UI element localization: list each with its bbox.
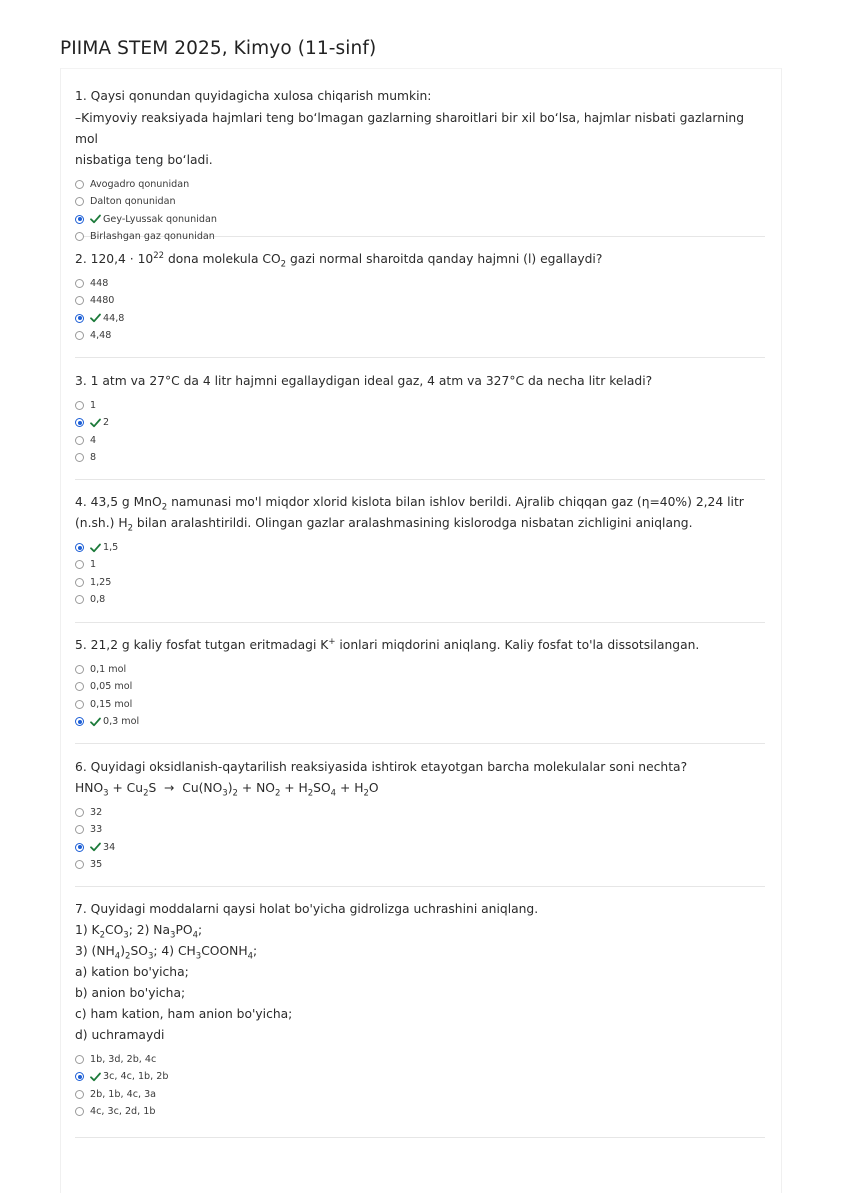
text: ionlari miqdorini aniqlang. Kaliy fosfat to'la dissotsilangan. <box>335 638 700 652</box>
radio-button[interactable] <box>75 808 84 817</box>
checkmark-icon <box>90 418 101 428</box>
option-row[interactable] <box>75 1051 765 1068</box>
subscript: 2 <box>143 788 149 799</box>
question-line: 3. 1 atm va 27°C da 4 litr hajmni egallaydigan ideal gaz, 4 atm va 327°C da necha litr keladi? <box>75 374 653 388</box>
option-row[interactable] <box>75 821 765 838</box>
radio-selected[interactable] <box>75 215 84 224</box>
option-label: 2b, 1b, 4c, 3a <box>90 1088 157 1100</box>
option-label: 44,8 <box>103 312 125 324</box>
question-line <box>75 513 765 534</box>
question-text <box>75 899 765 1046</box>
question-line: –Kimyoviy reaksiyada hajmlari teng bo‘lmagan gazlarning sharoitlari bir xil bo‘lsa, hajmlar nisbati gazlarning mol <box>75 111 745 146</box>
checkmark-icon <box>90 214 101 224</box>
options-list <box>75 804 765 873</box>
question-text <box>75 86 765 171</box>
subscript: 4 <box>192 930 198 941</box>
text: SO <box>313 781 331 795</box>
text: ; <box>253 944 258 958</box>
subscript: 3 <box>103 788 109 799</box>
text: S → Cu(NO <box>148 781 223 795</box>
option-row[interactable] <box>75 539 765 556</box>
option-label: 35 <box>90 859 103 871</box>
options-list <box>75 539 765 608</box>
options-list <box>75 176 765 245</box>
option-row[interactable] <box>75 661 765 678</box>
radio-button[interactable] <box>75 825 84 834</box>
option-label: 1,25 <box>90 576 112 588</box>
text: + H <box>336 781 364 795</box>
radio-button[interactable] <box>75 665 84 674</box>
option-row[interactable] <box>75 1086 765 1103</box>
option-label: 1b, 3d, 2b, 4c <box>90 1054 157 1066</box>
radio-selected[interactable] <box>75 1072 84 1081</box>
radio-button[interactable] <box>75 700 84 709</box>
question-text <box>75 492 765 534</box>
subscript: 4 <box>247 951 254 962</box>
option-row[interactable] <box>75 1103 765 1120</box>
question-line: nisbatiga teng bo‘ladi. <box>75 153 213 167</box>
radio-button[interactable] <box>75 331 84 340</box>
option-label: 33 <box>90 824 103 836</box>
option-label: 4,48 <box>90 330 112 342</box>
question-3 <box>75 371 765 480</box>
text: ; <box>198 923 203 937</box>
radio-selected[interactable] <box>75 543 84 552</box>
radio-button[interactable] <box>75 436 84 445</box>
text: + Cu <box>108 781 144 795</box>
option-row[interactable] <box>75 397 765 414</box>
text: ; 2) Na <box>128 923 171 937</box>
question-line: a) kation bo'yicha; <box>75 965 189 979</box>
question-5 <box>75 635 765 744</box>
text: 3) (NH <box>75 944 115 958</box>
option-label: Avogadro qonunidan <box>90 179 190 191</box>
text: gazi normal sharoitda qanday hajmni (l) egallaydi? <box>286 252 603 266</box>
option-label: 8 <box>90 452 97 464</box>
options-list <box>75 1051 765 1120</box>
radio-selected[interactable] <box>75 314 84 323</box>
option-label: 448 <box>90 278 109 290</box>
text: ; 4) CH <box>153 944 196 958</box>
subscript: 3 <box>123 930 129 941</box>
subscript: 2 <box>161 502 168 513</box>
option-row[interactable] <box>75 804 765 821</box>
radio-button[interactable] <box>75 453 84 462</box>
question-line <box>75 492 765 513</box>
text: + NO <box>237 781 275 795</box>
question-line: c) ham kation, ham anion bo'yicha; <box>75 1007 293 1021</box>
text: 4. 43,5 g MnO <box>75 495 162 509</box>
question-text <box>75 635 765 656</box>
question-line: 1. Qaysi qonundan quyidagicha xulosa chiqarish mumkin: <box>75 89 432 103</box>
text: 1) K <box>75 923 100 937</box>
radio-selected[interactable] <box>75 418 84 427</box>
option-row[interactable] <box>75 275 765 292</box>
option-label: Gey-Lyussak qonunidan <box>103 213 217 225</box>
superscript: 22 <box>153 250 165 261</box>
option-label: Birlashgan gaz qonunidan <box>90 231 215 243</box>
option-row[interactable] <box>75 591 765 608</box>
equation <box>75 778 765 799</box>
subscript: 3 <box>222 788 228 799</box>
option-row[interactable] <box>75 678 765 695</box>
option-row[interactable] <box>75 310 765 327</box>
option-row[interactable] <box>75 1068 765 1085</box>
option-label: 0,8 <box>90 594 106 606</box>
option-label: 4c, 3c, 2d, 1b <box>90 1106 156 1118</box>
radio-button[interactable] <box>75 279 84 288</box>
option-label: 0,1 mol <box>90 664 127 676</box>
text: 5. 21,2 g kaliy fosfat tutgan eritmadagi K <box>75 638 329 652</box>
option-label: 2 <box>103 417 110 429</box>
subscript: 2 <box>363 788 369 799</box>
radio-button[interactable] <box>75 232 84 241</box>
text: SO <box>130 944 148 958</box>
radio-button[interactable] <box>75 560 84 569</box>
question-text <box>75 757 765 799</box>
subscript: 4 <box>330 788 337 799</box>
subscript: 2 <box>307 788 314 799</box>
page-title: PIIMA STEM 2025, Kimyo (11-sinf) <box>60 38 377 59</box>
radio-button[interactable] <box>75 401 84 410</box>
option-label: 0,3 mol <box>103 716 140 728</box>
text: dona molekula CO <box>164 252 281 266</box>
text: ) <box>120 944 126 958</box>
superscript: + <box>328 636 336 647</box>
question-text <box>75 249 765 270</box>
radio-selected[interactable] <box>75 717 84 726</box>
option-label: 3c, 4c, 1b, 2b <box>103 1071 169 1083</box>
text: ) <box>227 781 233 795</box>
radio-selected[interactable] <box>75 843 84 852</box>
formula-line <box>75 920 765 941</box>
option-label: 0,15 mol <box>90 698 133 710</box>
option-label: 0,05 mol <box>90 681 133 693</box>
option-row[interactable] <box>75 327 765 344</box>
option-row[interactable] <box>75 713 765 730</box>
subscript: 2 <box>125 951 131 962</box>
option-row[interactable] <box>75 211 765 228</box>
subscript: 2 <box>127 523 133 534</box>
checkmark-icon <box>90 1072 101 1082</box>
option-label: 1 <box>90 559 97 571</box>
text: COONH <box>201 944 248 958</box>
radio-button[interactable] <box>75 1090 84 1099</box>
question-line: 6. Quyidagi oksidlanish-qaytarilish reaksiyasida ishtirok etayotgan barcha molekulalar soni nechta? <box>75 760 688 774</box>
radio-button[interactable] <box>75 682 84 691</box>
option-row[interactable] <box>75 556 765 573</box>
option-label: 4 <box>90 434 97 446</box>
text: PO <box>175 923 193 937</box>
text: CO <box>105 923 124 937</box>
question-1 <box>75 86 765 243</box>
option-label: 1,5 <box>103 542 119 554</box>
option-label: Dalton qonunidan <box>90 196 176 208</box>
question-7 <box>75 899 765 1138</box>
option-row[interactable] <box>75 176 765 193</box>
question-4 <box>75 492 765 623</box>
option-row[interactable] <box>75 292 765 309</box>
question-6 <box>75 757 765 887</box>
subscript: 3 <box>147 951 154 962</box>
question-line: d) uchramaydi <box>75 1028 165 1042</box>
question-line: b) anion bo'yicha; <box>75 986 186 1000</box>
option-row[interactable] <box>75 696 765 713</box>
subscript: 3 <box>170 930 176 941</box>
question-line: 7. Quyidagi moddalarni qaysi holat bo'yicha gidrolizga uchrashini aniqlang. <box>75 902 539 916</box>
checkmark-icon <box>90 842 101 852</box>
option-row[interactable] <box>75 432 765 449</box>
option-label: 1 <box>90 400 97 412</box>
option-label: 32 <box>90 807 103 819</box>
text: bilan aralashtirildi. Olingan gazlar aralashmasining kislorodga nisbatan zichligini aniqlang. <box>132 516 693 530</box>
checkmark-icon <box>90 717 101 727</box>
text: (n.sh.) H <box>75 516 128 530</box>
option-row[interactable] <box>75 839 765 856</box>
question-text <box>75 371 765 392</box>
radio-button[interactable] <box>75 197 84 206</box>
text: O <box>368 781 379 795</box>
option-row[interactable] <box>75 449 765 466</box>
radio-button[interactable] <box>75 1055 84 1064</box>
option-row[interactable] <box>75 414 765 431</box>
radio-button[interactable] <box>75 595 84 604</box>
option-label: 34 <box>103 841 116 853</box>
options-list <box>75 397 765 466</box>
question-2 <box>75 249 765 358</box>
option-label: 4480 <box>90 295 115 307</box>
subscript: 2 <box>232 788 238 799</box>
subscript: 3 <box>195 951 202 962</box>
subscript: 4 <box>114 951 121 962</box>
subscript: 2 <box>99 930 106 941</box>
options-list <box>75 275 765 344</box>
text: + H <box>280 781 308 795</box>
subscript: 2 <box>274 788 281 799</box>
checkmark-icon <box>90 313 101 323</box>
radio-button[interactable] <box>75 860 84 869</box>
text: 2. 120,4 · 10 <box>75 252 154 266</box>
text: namunasi mo'l miqdor xlorid kislota bilan ishlov berildi. Ajralib chiqqan gaz (η=40%) 2,24 litr <box>167 495 744 509</box>
radio-button[interactable] <box>75 296 84 305</box>
checkmark-icon <box>90 543 101 553</box>
radio-button[interactable] <box>75 1107 84 1116</box>
radio-button[interactable] <box>75 180 84 189</box>
subscript: 2 <box>280 259 287 270</box>
option-row[interactable] <box>75 574 765 591</box>
formula-line <box>75 941 765 962</box>
radio-button[interactable] <box>75 578 84 587</box>
option-row[interactable] <box>75 856 765 873</box>
text: HNO <box>75 781 104 795</box>
option-row[interactable] <box>75 193 765 210</box>
options-list <box>75 661 765 730</box>
option-row[interactable] <box>75 228 765 245</box>
